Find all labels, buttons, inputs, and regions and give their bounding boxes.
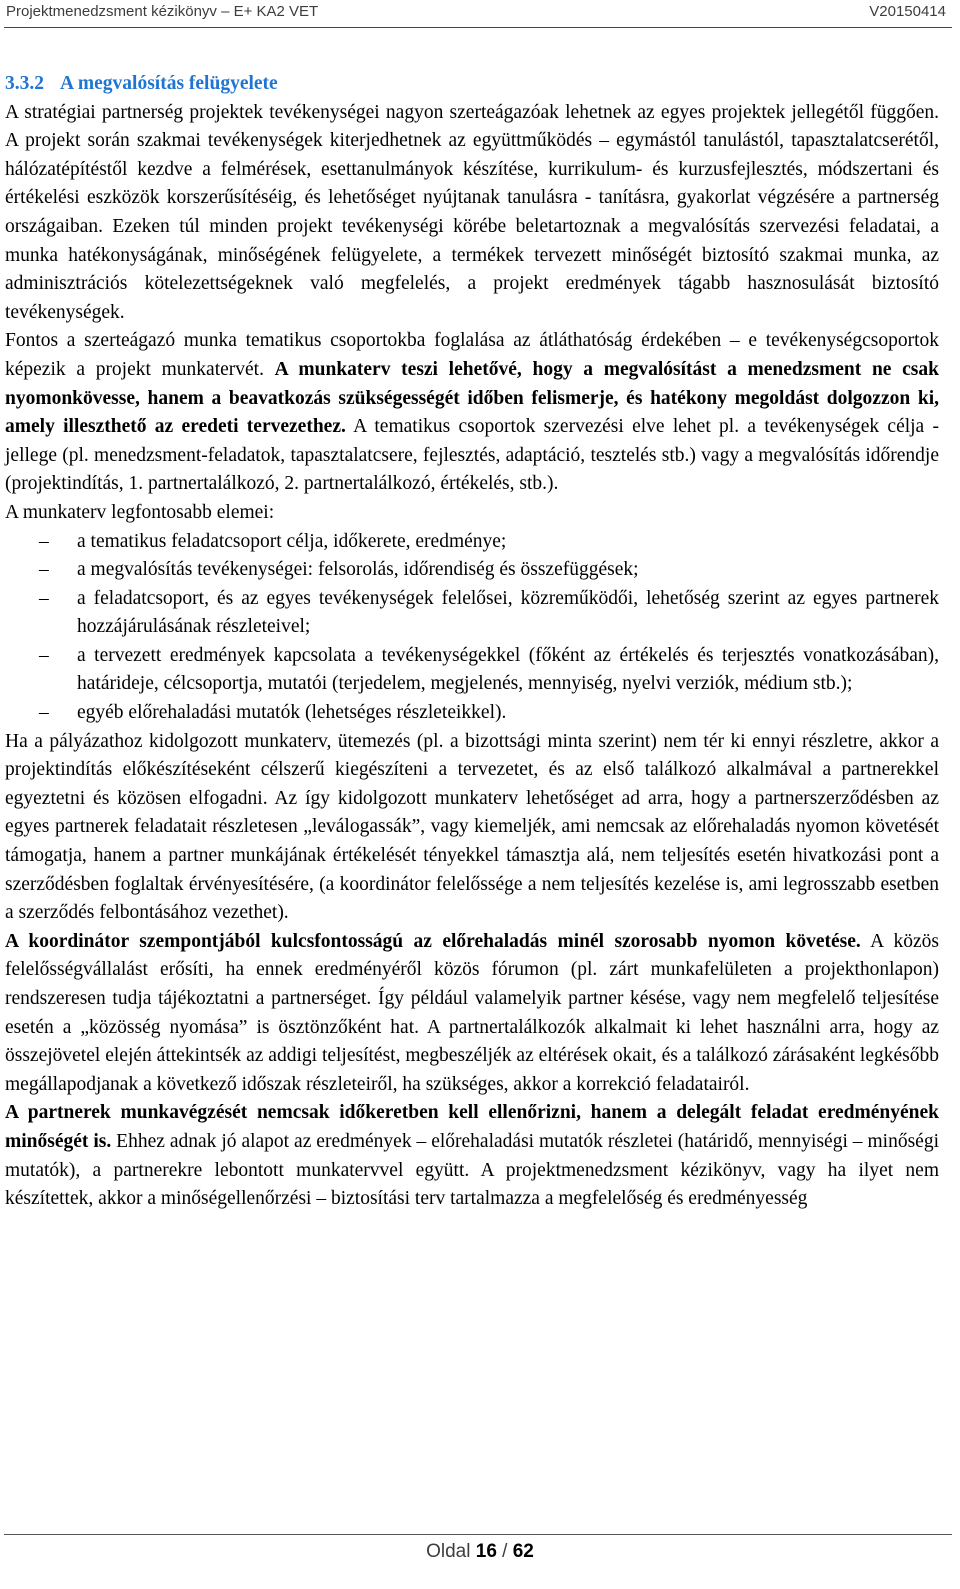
paragraph-4 <box>5 928 939 1100</box>
dash-bullet: – <box>39 530 49 552</box>
header-version: V20150414 <box>869 3 946 20</box>
paragraph-2 <box>5 327 939 499</box>
dash-bullet: – <box>39 644 49 666</box>
page-footer <box>0 1541 960 1563</box>
list-item: – a megvalósítás tevékenységei: felsorolás, időrendiség és összefüggések; <box>5 556 939 585</box>
header-title: Projektmenedzsment kézikönyv – E+ KA2 VET <box>6 3 319 20</box>
paragraph-5-emphasis: A partnerek munkavégzését nemcsak időkeretben kell ellenőrizni, hanem a delegált feladat eredményének minőségét is. <box>5 1102 939 1152</box>
footer-separator: / <box>502 1541 508 1562</box>
section-title: A megvalósítás felügyelete <box>60 73 278 94</box>
footer-divider <box>4 1534 952 1535</box>
section-heading <box>5 70 939 99</box>
footer-page-total: 62 <box>512 1541 534 1562</box>
section-number: 3.3.2 <box>5 73 44 94</box>
paragraph-4-rest: A közös felelősségvállalást erősíti, ha ennek eredményéről közös fórumon (pl. zárt munkafelületen a projekthonlapon) rendszeresen tudja tájékoztatni a partnerséget. Így például valamelyik partner késése, vagy nem megfelelő teljesítése esetén a „közösség nyomása” is ösztönzőként hat. A partnertalálkozók alkalmait ki lehet használni arra, hogy az összejövetel elején áttekintsék az addigi teljesítést, megbeszéljék az eltérések okait, és a találkozó zárásaként legkésőbb megállapodjanak a következő időszak részleteiről, ha szükséges, akkor a korrekció feladatairól. <box>5 930 939 1095</box>
work-plan-elements-list <box>5 528 939 728</box>
paragraph-4-emphasis: A koordinátor szempontjából kulcsfontosságú az előrehaladás minél szorosabb nyomon követése. <box>5 930 861 952</box>
header-divider <box>4 27 952 28</box>
list-item: – a tervezett eredmények kapcsolata a tevékenységekkel (főként az értékelés és terjesztés vonatkozásában), határideje, célcsoportja, mutatói (terjedelem, megjelenés, mennyiség, nyelvi verziók, médium stb.); <box>5 642 939 699</box>
paragraph-1: A stratégiai partnerség projektek tevékenységei nagyon szerteágazóak lehetnek az egyes projektek jellegétől függően. A projekt során szakmai tevékenységek kiterjedhetnek az együttműködés – egymástól tanulástól, tapasztalatcserétől, hálózatépítéstől kezdve a felmérések, esettanulmányok készítése, kurrikulum- és kurzusfejlesztés, módszertani és értékelési eszközök korszerűsítéséig, és lehetőséget nyújtanak tanulásra - tanításra, gyakorlat végzésére a partnerség országaiban. Ezeken túl minden projekt tevékenységi körébe beletartoznak a megvalósítás szervezési feladatai, a munka hatékonyságának, minőségének felügyelete, a termékek tervezett minőségét biztosító szakmai munka, az adminisztrációs kötelezettségeknek való megfelelés, a projekt eredmények tágabb hasznosulását biztosító tevékenységek. <box>5 101 939 323</box>
list-item: – a tematikus feladatcsoport célja, időkerete, eredménye; <box>5 528 939 557</box>
dash-bullet: – <box>39 559 49 581</box>
footer-page-number: 16 <box>475 1541 497 1562</box>
paragraph-5-rest: Ehhez adnak jó alapot az eredmények – előrehaladási mutatók részletei (határidő, mennyiségi – minőségi mutatók), a partnerekre lebontott munkatervvel együtt. A projektmenedzsment kézikönyv, vagy ha ilyet nem készítettek, akkor a minőségellenőrzési – biztosítási terv tartalmazza a megfelelőség és eredményesség <box>5 1130 939 1210</box>
list-item: – egyéb előrehaladási mutatók (lehetséges részleteikkel). <box>5 699 939 728</box>
list-item: – a feladatcsoport, és az egyes tevékenységek felelősei, közreműködői, lehetőség szerint az egyes partnerek hozzájárulásának részleteivel; <box>5 585 939 642</box>
footer-label: Oldal <box>426 1541 471 1562</box>
paragraph-2-intro: Fontos a szerteágazó munka tematikus csoportokba foglalása az átláthatóság érdekében – e tevékenységcsoportok képezik a projekt munkatervét. <box>5 330 939 380</box>
page-header <box>0 0 960 28</box>
paragraph-5 <box>5 1099 939 1213</box>
document-body <box>5 70 939 1214</box>
paragraph-2-emphasis: A munkaterv teszi lehetővé, hogy a megvalósítást a menedzsment ne csak nyomonkövesse, hanem a beavatkozás szükségességét időben felismerje, és hatékony megoldást dolgozzon ki, amely illeszthető az eredeti tervezethez. <box>5 358 939 438</box>
list-intro: A munkaterv legfontosabb elemei: <box>5 501 275 523</box>
dash-bullet: – <box>39 587 49 609</box>
paragraph-2-rest: A tematikus csoportok szervezési elve lehet pl. a tevékenységek célja - jellege (pl. menedzsment-feladatok, tapasztalatcsere, fejlesztés, adaptáció, tesztelés stb.) vagy a megvalósítás időrendje (projektindítás, 1. partnertalálkozó, 2. partnertalálkozó, értékelés, stb.). <box>5 416 939 495</box>
dash-bullet: – <box>39 702 49 724</box>
paragraph-3: Ha a pályázathoz kidolgozott munkaterv, ütemezés (pl. a bizottsági minta szerint) nem tér ki ennyi részletre, akkor a projektindítás előkészítéseként célszerű kiegészíteni a tervezetet, és az első találkozó alkalmával a partnerekkel egyeztetni és közösen elfogadni. Az így kidolgozott munkaterv lehetőséget ad arra, hogy a partnerszerződésben az egyes partnerek feladatait részletesen „leválogassák”, vagy kiemeljék, ami nemcsak az előrehaladás nyomon követését támogatja, hanem a partner munkájának értékelését tényekkel támasztja alá, nem teljesítés esetén hivatkozási pont a szerződésben foglaltak érvényesítésére, (a koordinátor felelőssége a nem teljesítés kezelése is, ami legrosszabb esetben a szerződés felbontásához vezethet). <box>5 730 939 924</box>
